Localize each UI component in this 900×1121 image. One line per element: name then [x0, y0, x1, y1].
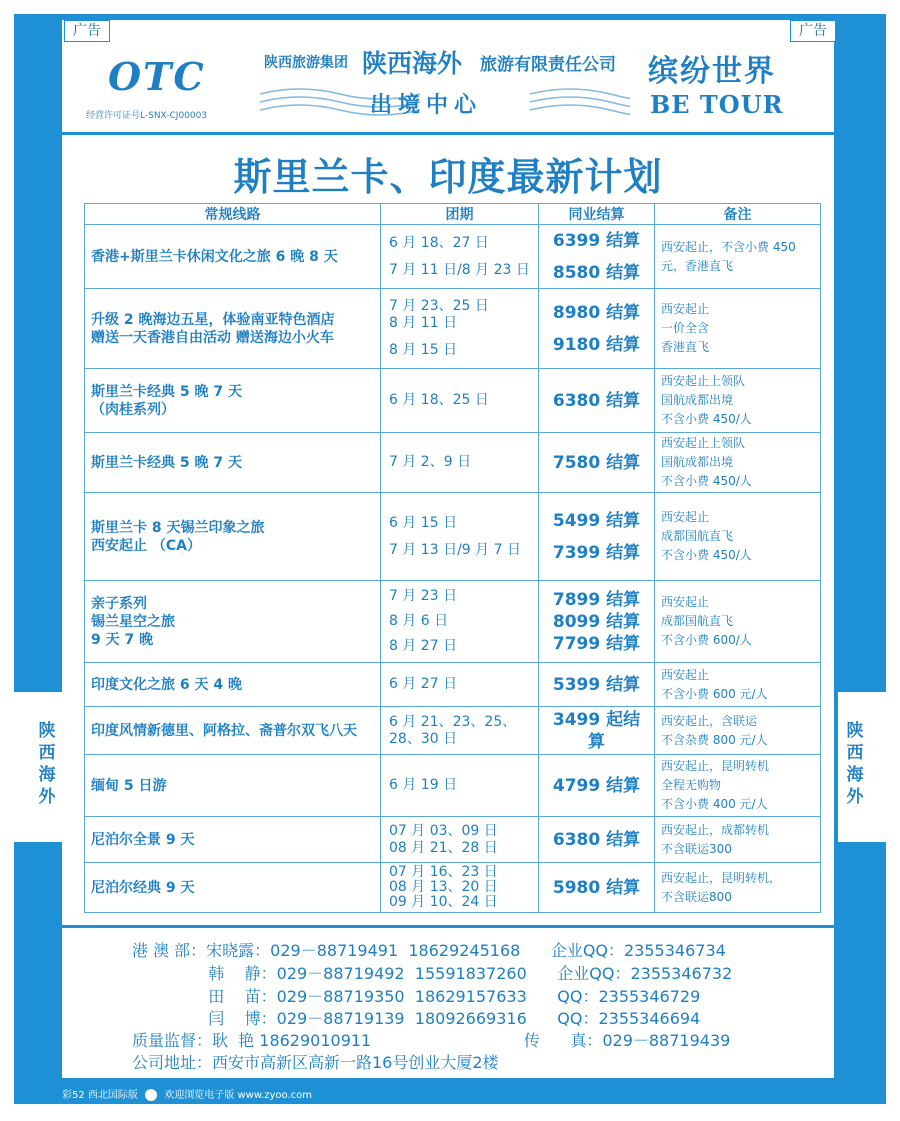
price-cell: 6399 结算 8580 结算: [539, 225, 655, 289]
route-cell: 斯里兰卡 8 天锡兰印象之旅 西安起止 （CA）: [85, 493, 381, 581]
table-header-row: [85, 204, 821, 225]
note-cell: 西安起止 成都国航直飞 不含小费 600/人: [655, 581, 821, 663]
price-cell: 4799 结算: [539, 755, 655, 817]
quality-fax-line: 质量监督：耿 艳 18629010911 传 真：029－88719439: [132, 1031, 731, 1050]
route-cell: 亲子系列 锡兰星空之旅 9 天 7 晚: [85, 581, 381, 663]
table-row: [85, 225, 821, 289]
route-cell: 尼泊尔经典 9 天: [85, 863, 381, 913]
side-label-right: 陕 西 海 外: [846, 721, 864, 807]
otc-logo: OTC: [108, 54, 206, 99]
header-notes: 备注: [655, 204, 821, 225]
route-cell: 印度文化之旅 6 天 4 晚: [85, 663, 381, 707]
dates-cell: 6 月 19 日: [381, 755, 539, 817]
footer-page: 彩52 西北国际版: [62, 1090, 138, 1101]
price-cell: 8980 结算 9180 结算: [539, 289, 655, 369]
table-row: [85, 493, 821, 581]
price-cell: 6380 结算: [539, 369, 655, 433]
price-cell: 6380 结算: [539, 817, 655, 863]
company-name: 旅游有限责任公司: [480, 55, 616, 75]
ad-tag-right: 广告: [790, 20, 836, 42]
table-row: [85, 707, 821, 755]
footer: [62, 1086, 312, 1101]
dates-cell: 07 月 03、09 日 08 月 21、28 日: [381, 817, 539, 863]
dates-cell: 7 月 2、9 日: [381, 433, 539, 493]
page-title: 斯里兰卡、印度最新计划: [233, 155, 663, 199]
route-cell: 斯里兰卡经典 5 晚 7 天: [85, 433, 381, 493]
route-cell: 升级 2 晚海边五星，体验南亚特色酒店 赠送一天香港自由活动 赠送海边小火车: [85, 289, 381, 369]
route-cell: 缅甸 5 日游: [85, 755, 381, 817]
note-cell: 西安起止 不含小费 600 元/人: [655, 663, 821, 707]
header-dates: 团期: [381, 204, 539, 225]
license-number: 经营许可证号L-SNX-CJ00003: [86, 111, 208, 121]
table-row: [85, 863, 821, 913]
price-cell: 7580 结算: [539, 433, 655, 493]
route-cell: 尼泊尔全景 9 天: [85, 817, 381, 863]
contact-line: 田 苗：029－88719350 18629157633 QQ：2355346729: [132, 987, 701, 1006]
group-name: 陕西旅游集团: [264, 55, 348, 71]
note-cell: 西安起止，成都转机 不含联运300: [655, 817, 821, 863]
contact-line: 闫 博：029－88719139 18092669316 QQ：2355346694: [132, 1009, 701, 1028]
outbound-center: 出境中心: [370, 93, 483, 118]
note-cell: 西安起止 成都国航直飞 不含小费 450/人: [655, 493, 821, 581]
dates-cell: 07 月 16、23 日 08 月 13、20 日 09 月 10、24 日: [381, 863, 539, 913]
address-line: 公司地址：西安市高新区高新一路16号创业大厦2楼: [132, 1053, 499, 1072]
dates-cell: 7 月 23 日 8 月 6 日 8 月 27 日: [381, 581, 539, 663]
side-label-left: 陕 西 海 外: [38, 721, 56, 807]
brand-name: 陕西海外: [362, 49, 463, 78]
dates-cell: 6 月 18、27 日 7 月 11 日/8 月 23 日: [381, 225, 539, 289]
route-cell: 印度风情新德里、阿格拉、斋普尔双飞八天: [85, 707, 381, 755]
dates-cell: 6 月 21、23、25、 28、30 日: [381, 707, 539, 755]
price-cell: 5980 结算: [539, 863, 655, 913]
price-cell: 5499 结算 7399 结算: [539, 493, 655, 581]
contact-line: 韩 静：029－88719492 15591837260 企业QQ：2355346732: [132, 964, 733, 983]
note-cell: 西安起止，含联运 不含杂费 800 元/人: [655, 707, 821, 755]
table-row: [85, 433, 821, 493]
dates-cell: 6 月 27 日: [381, 663, 539, 707]
table-row: [85, 817, 821, 863]
dates-cell: 7 月 23、25 日 8 月 11 日 8 月 15 日: [381, 289, 539, 369]
route-cell: 斯里兰卡经典 5 晚 7 天 （肉桂系列）: [85, 369, 381, 433]
dates-cell: 6 月 18、25 日: [381, 369, 539, 433]
note-cell: 西安起止，昆明转机 全程无购物 不含小费 400 元/人: [655, 755, 821, 817]
table-row: [85, 289, 821, 369]
table-row: [85, 663, 821, 707]
brand-center: [250, 44, 640, 124]
note-cell: 西安起止上领队 国航成都出境 不含小费 450/人: [655, 369, 821, 433]
betour-logo-en: BE TOUR: [650, 90, 784, 119]
logo-icon: [145, 1089, 157, 1101]
tour-table: [84, 203, 821, 913]
dates-cell: 6 月 15 日 7 月 13 日/9 月 7 日: [381, 493, 539, 581]
contact-line: 港 澳 部：宋晓露：029－88719491 18629245168 企业QQ：2355346734: [132, 941, 726, 960]
header-price: 同业结算: [539, 204, 655, 225]
ad-tag-left: 广告: [64, 20, 110, 42]
price-cell: 5399 结算: [539, 663, 655, 707]
table-row: [85, 755, 821, 817]
note-cell: 西安起止 一价全含 香港直飞: [655, 289, 821, 369]
note-cell: 西安起止，不含小费 450 元，香港直飞: [655, 225, 821, 289]
betour-logo-cn: 缤纷世界: [648, 54, 776, 89]
route-cell: 香港+斯里兰卡休闲文化之旅 6 晚 8 天: [85, 225, 381, 289]
table-row: [85, 581, 821, 663]
footer-text: 欢迎浏览电子版 www.zyoo.com: [164, 1090, 313, 1101]
header-route: 常规线路: [85, 204, 381, 225]
note-cell: 西安起止，昆明转机， 不含联运800: [655, 863, 821, 913]
price-cell: 3499 起结算: [539, 707, 655, 755]
table-row: [85, 369, 821, 433]
price-cell: 7899 结算 8099 结算 7799 结算: [539, 581, 655, 663]
note-cell: 西安起止上领队 国航成都出境 不含小费 450/人: [655, 433, 821, 493]
